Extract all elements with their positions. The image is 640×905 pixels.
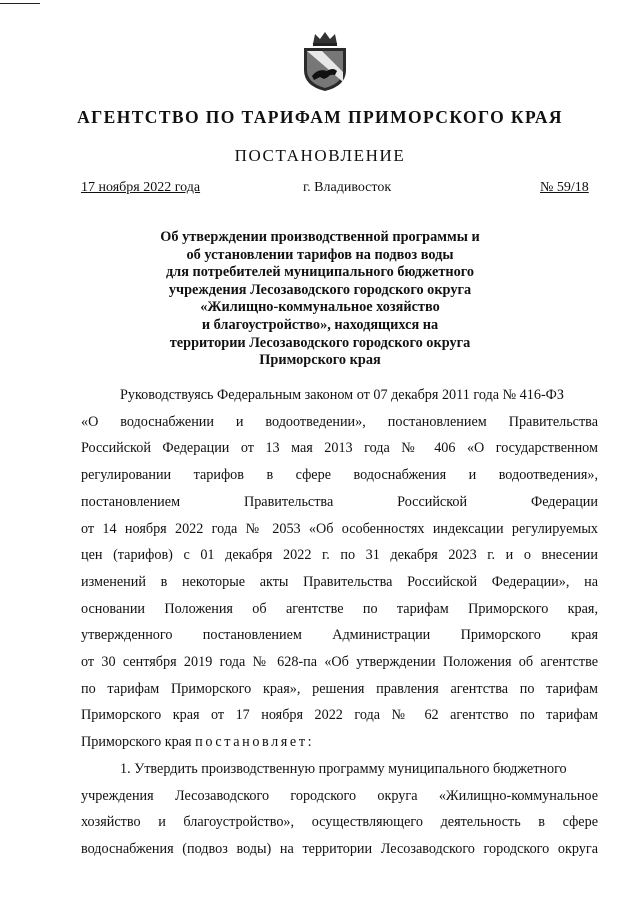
coat-of-arms-icon xyxy=(300,30,350,92)
title-line: территории Лесозаводского городского округа xyxy=(169,334,471,351)
top-rule xyxy=(0,3,40,4)
document-city: г. Владивосток xyxy=(303,180,392,195)
body-line: Приморского края от 17 ноября 2022 года № 62 агентство по тарифам xyxy=(81,707,598,724)
body-line: водоснабжения (подвоз воды) на территории Лесозаводского городского округа xyxy=(81,840,598,857)
title-line: об установлении тарифов на подвоз воды xyxy=(186,246,454,263)
title-line: для потребителей муниципального бюджетного xyxy=(165,264,475,281)
body-line: от 14 ноября 2022 года № 2053 «Об особенностях индексации регулируемых xyxy=(81,520,598,537)
body-line: Российской Федерации от 13 мая 2013 года № 406 «О государственном xyxy=(81,440,598,457)
agency-name: АГЕНТСТВО ПО ТАРИФАМ ПРИМОРСКОГО КРАЯ xyxy=(77,107,563,127)
body-line: регулировании тарифов в сфере водоснабжения и водоотведения», xyxy=(81,467,598,484)
document-date: 17 ноября 2022 года xyxy=(81,180,201,195)
body-line: хозяйство и благоустройство», осуществляющего деятельность в сфере xyxy=(81,814,598,831)
body-line: основании Положения об агентстве по тарифам Приморского края, xyxy=(81,600,598,617)
body-line: «О водоснабжении и водоотведении», постановлением Правительства xyxy=(81,413,598,430)
body-line: постановлением Правительства Российской Федерации xyxy=(81,493,598,510)
body-line: Руководствуясь Федеральным законом от 07 декабря 2011 года № 416-ФЗ xyxy=(120,387,564,403)
document-body xyxy=(81,382,598,863)
title-line: «Жилищно-коммунальное хозяйство xyxy=(200,299,440,316)
title-line: Об утверждении производственной программы и xyxy=(160,229,480,245)
body-line: утвержденного постановлением Администрации Приморского края xyxy=(81,627,598,644)
document-number: № 59/18 xyxy=(540,180,589,195)
body-line xyxy=(81,729,598,756)
document-title xyxy=(120,229,520,370)
body-line: изменений в некоторые акты Правительства Российской Федерации», на xyxy=(81,573,598,590)
title-line: учреждения Лесозаводского городского округа xyxy=(168,281,472,298)
document-type: ПОСТАНОВЛЕНИЕ xyxy=(234,146,406,165)
body-line: учреждения Лесозаводского городского округа «Жилищно-коммунальное xyxy=(81,787,598,804)
body-line: цен (тарифов) с 01 декабря 2022 г. по 31 декабря 2023 г. и о внесении xyxy=(81,547,598,564)
body-line: 1. Утвердить производственную программу муниципального бюджетного xyxy=(120,760,567,777)
title-line: Приморского края xyxy=(259,352,381,369)
body-line-prefix: Приморского края xyxy=(81,734,192,751)
resolution-word: постановляет: xyxy=(195,734,315,751)
body-line: от 30 сентября 2019 года № 628-па «Об утверждении Положения об агентстве xyxy=(81,654,598,671)
body-line: по тарифам Приморского края», решения правления агентства по тарифам xyxy=(81,680,598,697)
title-line: и благоустройство», находящихся на xyxy=(201,316,439,333)
